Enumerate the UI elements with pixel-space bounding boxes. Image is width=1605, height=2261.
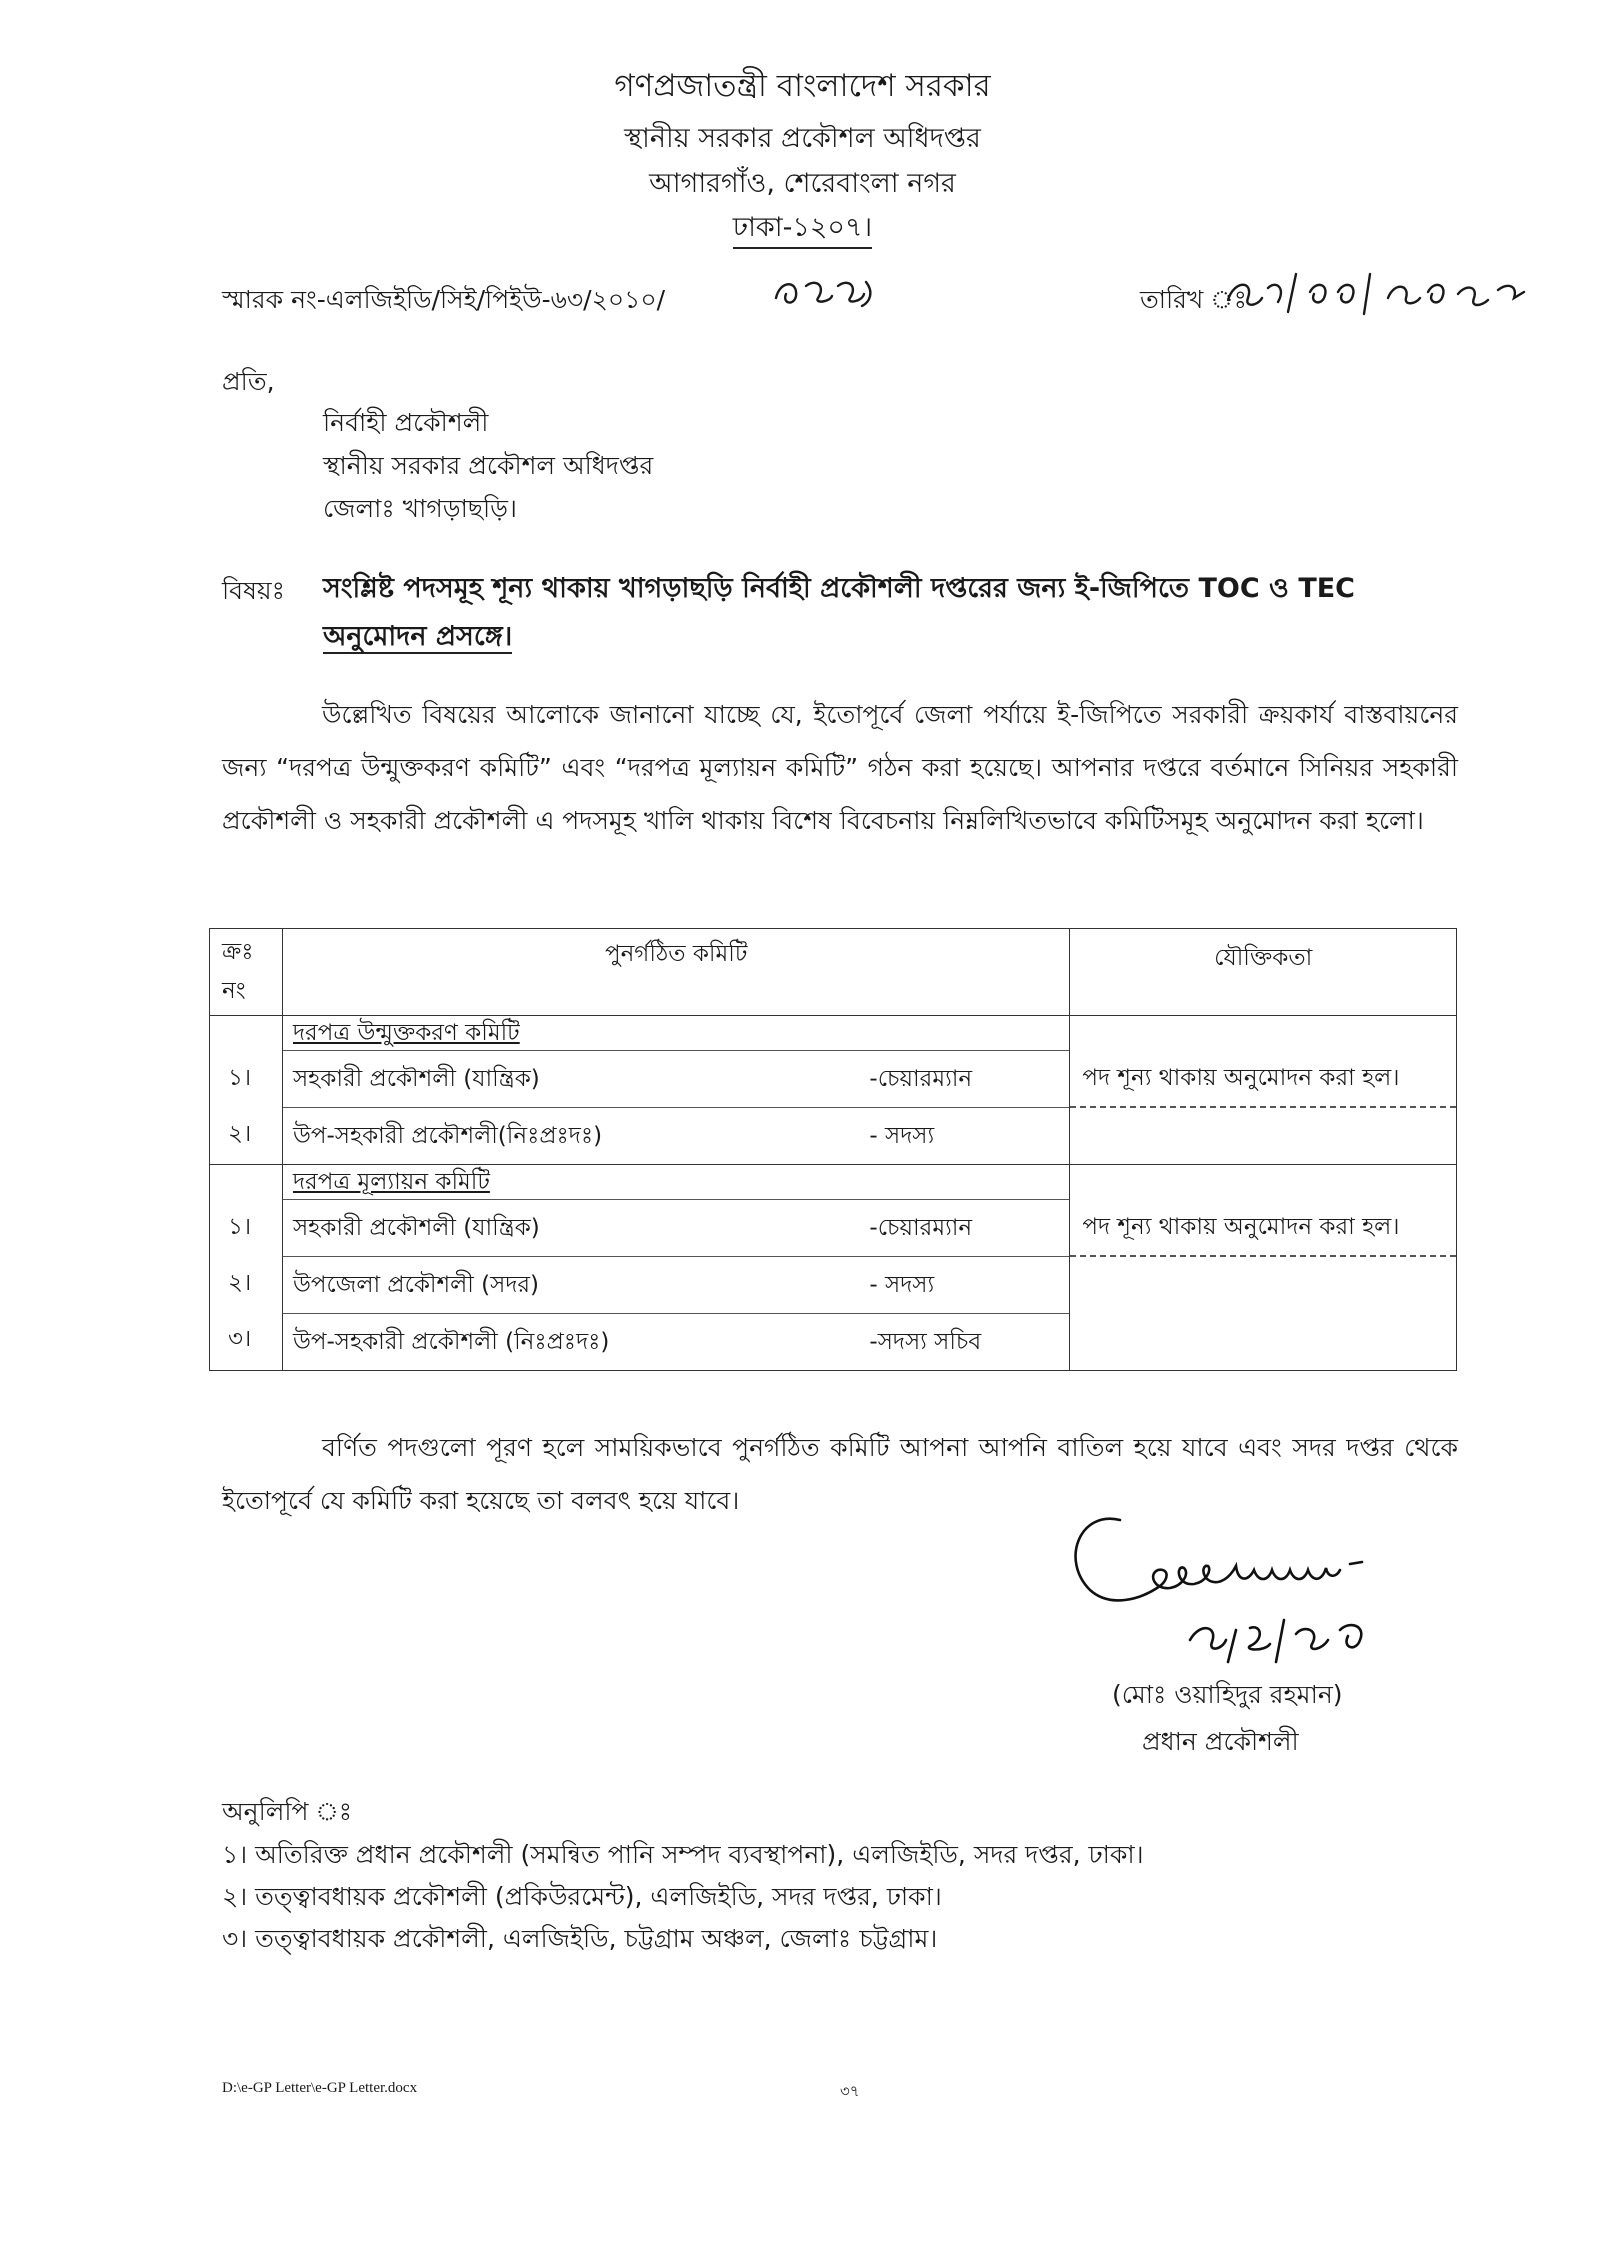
handwritten-memo-number [770, 268, 880, 314]
copy-item: ১। অতিরিক্ত প্রধান প্রকৌশলী (সমন্বিত পানি সম্পদ ব্যবস্থাপনা), এলজিইডি, সদর দপ্তর, ঢাকা। [222, 1840, 1144, 1869]
member-role: -চেয়ারম্যান [869, 1214, 973, 1241]
subject-label: বিষয়ঃ [222, 576, 285, 605]
copy-item: ৩। তত্ত্বাবধায়ক প্রকৌশলী, এলজিইডি, চট্টগ্রাম অঞ্চল, জেলাঃ চট্টগ্রাম। [222, 1924, 938, 1953]
member-role: - সদস্য [869, 1271, 935, 1298]
serial-cell [210, 1016, 283, 1165]
subject-text [323, 565, 1458, 661]
committee-header-text: পুনর্গঠিত কমিটি [604, 941, 748, 967]
city-line [0, 207, 1605, 252]
table-row-group-2 [210, 1165, 1457, 1371]
recipient-line-1: নির্বাহী প্রকৌশলী [323, 408, 489, 437]
rationale-cell [1070, 1165, 1457, 1371]
address-line: আগারগাঁও, শেরেবাংলা নগর [649, 168, 956, 199]
recipient-line-3: জেলাঃ খাগড়াছড়ি। [323, 494, 517, 523]
serial-number: ১। [228, 1064, 252, 1091]
member-row [283, 1314, 1069, 1370]
recipient-line-2: স্থানীয় সরকার প্রকৌশল অধিদপ্তর [323, 451, 654, 480]
member-role: -চেয়ারম্যান [869, 1065, 973, 1092]
rationale-header-text: যৌক্তিকতা [1214, 945, 1313, 971]
subject-line-1: সংশ্লিষ্ট পদসমূহ শূন্য থাকায় খাগড়াছড়ি নির্বাহী প্রকৌশলী দপ্তরের জন্য ই-জিপিতে TOC ও TEC [323, 573, 1355, 604]
member-name: উপ-সহকারী প্রকৌশলী (নিঃপ্রঃদঃ) [292, 1328, 610, 1355]
memo-number-label: স্মারক নং-এলজিইডি/সিই/পিইউ-৬৩/২০১০/ [222, 285, 666, 314]
serial-header-text: ক্রঃ নং [222, 939, 254, 1004]
serial-number: ২। [228, 1120, 252, 1147]
copy-item: ২। তত্ত্বাবধায়ক প্রকৌশলী (প্রকিউরমেন্ট), এলজিইডি, সদর দপ্তর, ঢাকা। [222, 1882, 942, 1911]
serial-number: ১। [228, 1213, 252, 1240]
member-row [283, 1108, 1069, 1164]
to-label: প্রতি, [222, 367, 275, 396]
member-row [283, 1257, 1069, 1314]
committee-title: দরপত্র উন্মুক্তকরণ কমিটি [283, 1016, 1069, 1051]
table-row-group-1 [210, 1016, 1457, 1165]
committee-title: দরপত্র মূল্যায়ন কমিটি [283, 1165, 1069, 1200]
serial-cell [210, 1165, 283, 1371]
signatory-name: (মোঃ ওয়াহিদুর রহমান) [1112, 1680, 1343, 1709]
member-role: -সদস্য সচিব [869, 1328, 982, 1355]
city-text: ঢাকা-১২০৭। [733, 212, 872, 249]
serial-number: ৩। [228, 1325, 252, 1352]
col-header-committee [282, 929, 1069, 1016]
body-paragraph-1: উল্লেখিত বিষয়ের আলোকে জানানো যাচ্ছে যে, ইতোপূর্বে জেলা পর্যায়ে ই-জিপিতে সরকারী ক্রয়কার্য বাস্তবায়নের জন্য “দরপত্র উন্মুক্তকরণ কমিটি” এবং “দরপত্র মূল্যায়ন কমিটি” গঠন করা হয়েছে। আপনার দপ্তরে বর্তমানে সিনিয়র সহকারী প্রকৌশলী ও সহকারী প্রকৌশলী এ পদসমূহ খালি থাকায় বিশেষ বিবেচনায় নিম্নলিখিতভাবে কমিটিসমূহ অনুমোদন করা হলো। [222, 700, 1458, 835]
department-name: স্থানীয় সরকার প্রকৌশল অধিদপ্তর [624, 123, 981, 154]
office-title: গণপ্রজাতন্ত্রী বাংলাদেশ সরকার [614, 68, 991, 104]
col-header-serial [210, 929, 283, 1016]
committee-cell [282, 1016, 1069, 1165]
signature [1050, 1490, 1490, 1670]
file-path-footer: D:\e-GP Letter\e-GP Letter.docx [222, 2080, 418, 2096]
member-name: সহকারী প্রকৌশলী (যান্ত্রিক) [292, 1214, 540, 1241]
rationale-text: পদ শূন্য থাকায় অনুমোদন করা হল। [1070, 1050, 1456, 1108]
subject-line-2: অনুমোদন প্রসঙ্গে। [323, 621, 513, 652]
member-role: - সদস্য [869, 1122, 935, 1149]
member-name: উপজেলা প্রকৌশলী (সদর) [292, 1271, 540, 1298]
committee-table [209, 928, 1457, 1371]
member-name: সহকারী প্রকৌশলী (যান্ত্রিক) [292, 1065, 540, 1092]
handwritten-date [1218, 262, 1548, 324]
member-name: উপ-সহকারী প্রকৌশলী(নিঃপ্রঃদঃ) [292, 1122, 603, 1149]
member-row [283, 1051, 1069, 1108]
page-number: ৩৭ [840, 2082, 860, 2100]
rationale-cell [1070, 1016, 1457, 1165]
copy-label: অনুলিপি ঃ [222, 1797, 353, 1826]
col-header-rationale [1070, 929, 1457, 1016]
member-row [283, 1200, 1069, 1257]
serial-number: ২। [228, 1269, 252, 1296]
date-label: তারিখ ঃ [1140, 285, 1247, 314]
committee-cell [282, 1165, 1069, 1371]
rationale-text: পদ শূন্য থাকায় অনুমোদন করা হল। [1070, 1199, 1456, 1257]
body-paragraph-2: বর্ণিত পদগুলো পূরণ হলে সাময়িকভাবে পুনর্গঠিত কমিটি আপনা আপনি বাতিল হয়ে যাবে এবং সদর দপ্তর থেকে ইতোপূর্বে যে কমিটি করা হয়েছে তা বলবৎ হয়ে যাবে। [222, 1433, 1458, 1515]
signatory-designation: প্রধান প্রকৌশলী [1142, 1727, 1299, 1756]
